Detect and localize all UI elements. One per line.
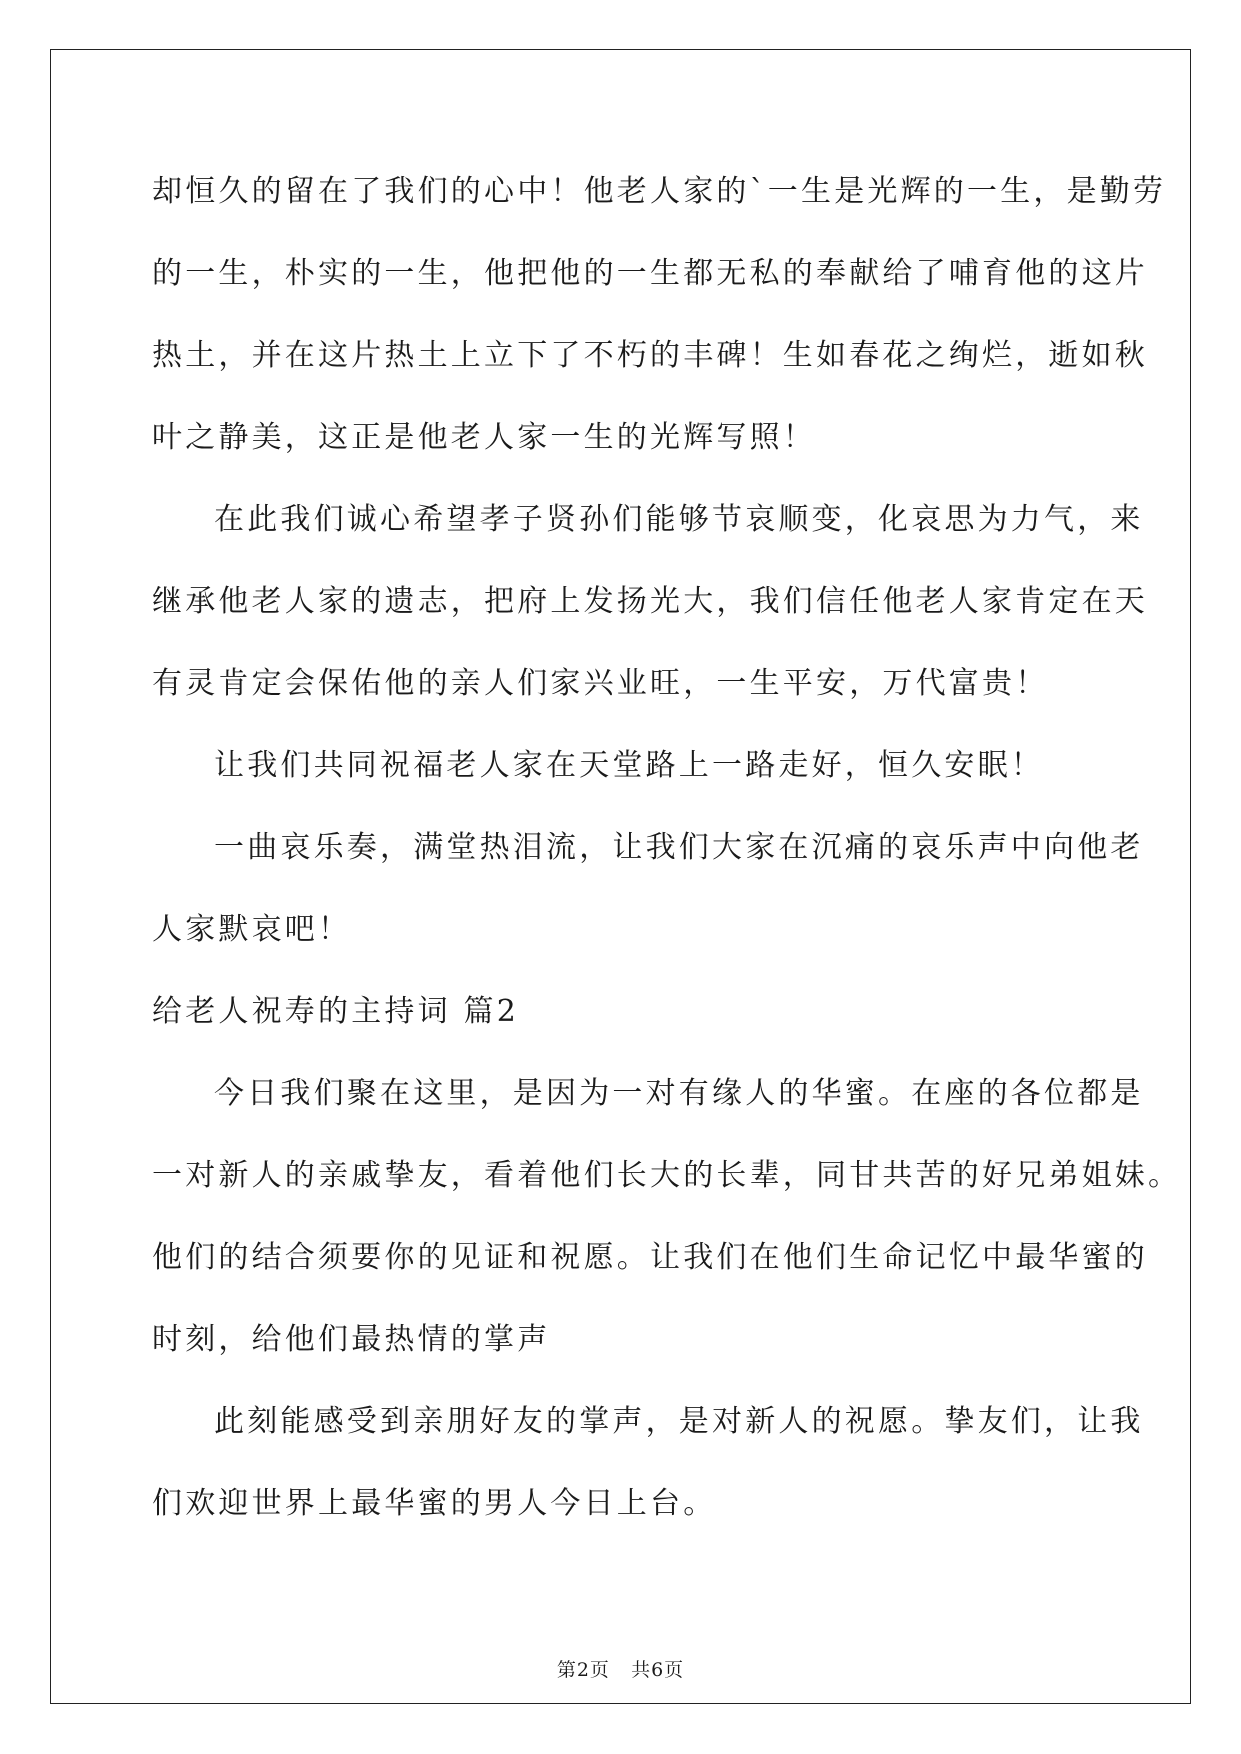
paragraph-start: 一曲哀乐奏，满堂热泪流，让我们大家在沉痛的哀乐声中向他老 <box>214 830 1144 865</box>
text-line: 们欢迎世界上最华蜜的男人今日上台。 <box>152 1486 717 1521</box>
text-line: 时刻，给他们最热情的掌声 <box>152 1322 551 1357</box>
section-heading: 给老人祝寿的主持词 篇2 <box>152 994 520 1029</box>
paragraph-start: 今日我们聚在这里，是因为一对有缘人的华蜜。在座的各位都是 <box>214 1076 1144 1111</box>
text-line: 有灵肯定会保佑他的亲人们家兴业旺，一生平安，万代富贵！ <box>152 666 1049 701</box>
text-line: 叶之静美，这正是他老人家一生的光辉写照！ <box>152 420 816 455</box>
text-line: 热土，并在这片热土上立下了不朽的丰碑！生如春花之绚烂，逝如秋 <box>152 338 1148 373</box>
text-line: 的一生，朴实的一生，他把他的一生都无私的奉献给了哺育他的这片 <box>152 256 1148 291</box>
text-line: 人家默哀吧！ <box>152 912 352 947</box>
paragraph-start: 让我们共同祝福老人家在天堂路上一路走好，恒久安眠！ <box>214 748 1044 783</box>
paragraph-start: 此刻能感受到亲朋好友的掌声，是对新人的祝愿。挚友们，让我 <box>214 1404 1144 1439</box>
page-footer <box>0 1655 1241 1682</box>
text-line: 他们的结合须要你的见证和祝愿。让我们在他们生命记忆中最华蜜的 <box>152 1240 1148 1275</box>
text-line: 继承他老人家的遗志，把府上发扬光大，我们信任他老人家肯定在天 <box>152 584 1148 619</box>
paragraph-start: 在此我们诚心希望孝子贤孙们能够节哀顺变，化哀思为力气，来 <box>214 502 1144 537</box>
text-line: 却恒久的留在了我们的心中！他老人家的`一生是光辉的一生，是勤劳 <box>152 174 1167 209</box>
document-body <box>152 162 1182 1556</box>
text-line: 一对新人的亲戚挚友，看着他们长大的长辈，同甘共苦的好兄弟姐妹。 <box>152 1158 1182 1193</box>
page-number: 第2页 <box>556 1659 610 1681</box>
page-total: 共6页 <box>631 1659 685 1681</box>
